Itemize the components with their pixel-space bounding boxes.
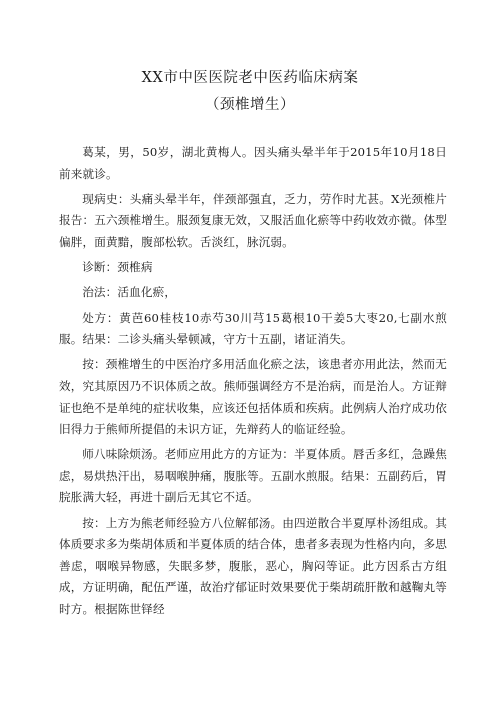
- second-case-paragraph: 师八味除烦汤。老师应用此方的方证为：半夏体质。唇舌多红，急躁焦虑，易烘热汗出，易咽喉肿痛，腹胀等。五副水煎服。结果：五副药后，胃脘胀满大轻，再进十副后无其它不适。: [59, 447, 447, 505]
- document-subtitle: （颈椎增生）: [205, 97, 295, 113]
- treatment-method-paragraph: 治法：活血化瘀，: [82, 285, 177, 300]
- history-paragraph: 现病史：头痛头晕半年，伴颈部强直，乏力，劳作时尤甚。X光颈椎片报告：五六颈椎增生。服颈复康无效，又服活血化瘀等中药收效亦微。体型偏胖，面黄黯，腹部松软。舌淡红，脉沉弱。: [59, 191, 447, 249]
- prescription-paragraph: 处方：黄芭60桂枝10赤芍30川芎15葛根10干姜5大枣20,七副水煎服。结果：二诊头痛头晕顿减，守方十五副，诸证消失。: [59, 310, 447, 347]
- commentary-paragraph: 按：颈椎增生的中医治疗多用活血化瘀之法，该患者亦用此法，然而无效，究其原因乃不识体质之故。熊师强调经方不是治病，而是治人。方证辩证也绝不是单纯的症状收集，应该还包括体质和疾病。此例病人治疗成功依旧得力于熊师所提倡的未识方证，先辩药人的临证经验。: [59, 357, 447, 437]
- diagnosis-paragraph: 诊断：颈椎病: [82, 260, 153, 275]
- second-commentary-paragraph: 按：上方为熊老师经验方八位解郁汤。由四逆散合半夏厚朴汤组成。其体质要求多为柴胡体质和半夏体质的结合体，患者多表现为性格内向，多思善虑，咽喉异物感，失眠多梦，腹胀，恶心，胸闷等证。此方因系古方组成，方证明确，配伍严谨，故治疗郁证时效果要优于柴胡疏肝散和越鞠丸等时方。根据陈世铎经: [59, 515, 447, 617]
- document-title: XX市中医医院老中医药临床病案: [141, 70, 359, 86]
- case-body: [59, 142, 447, 621]
- patient-intro-paragraph: 葛某，男，50岁，湖北黄梅人。因头痛头晕半年于2015年10月18日前来就诊。: [59, 145, 447, 181]
